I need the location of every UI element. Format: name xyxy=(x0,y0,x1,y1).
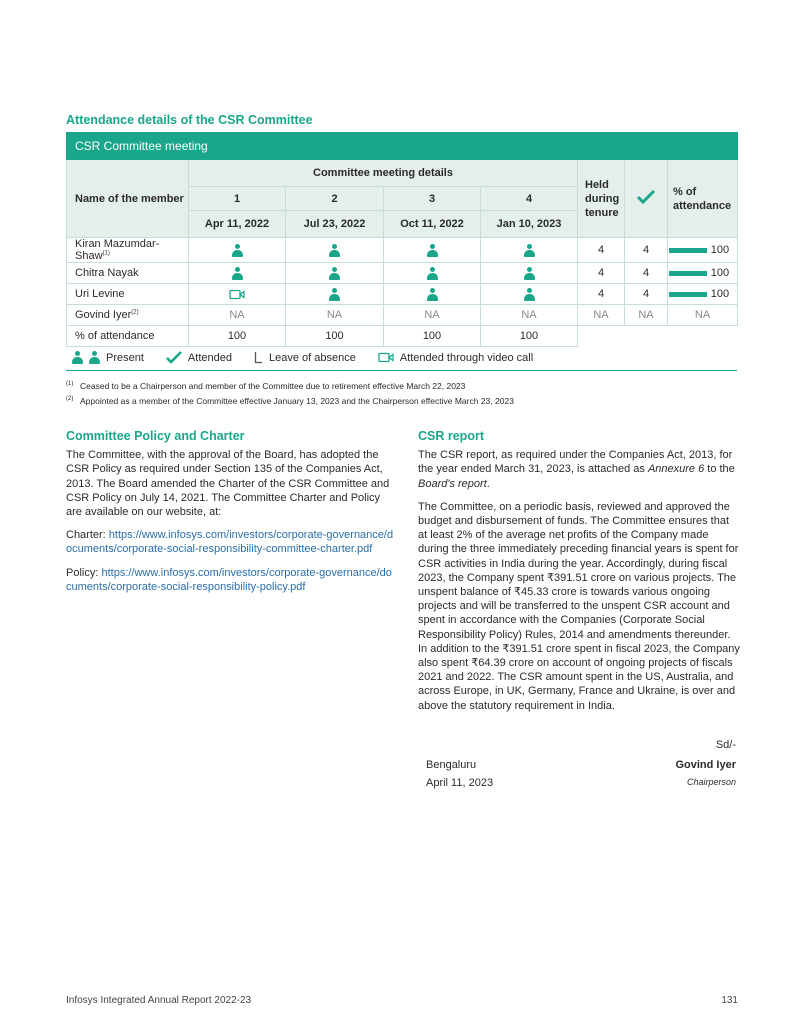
video-call-icon xyxy=(378,352,394,363)
meeting-cell xyxy=(384,238,481,263)
signature-date: April 11, 2023 xyxy=(426,777,494,789)
policy-line xyxy=(66,566,396,594)
meeting-number: 1 xyxy=(189,187,286,211)
pct-bar xyxy=(669,248,707,253)
meeting-cell xyxy=(481,238,578,263)
meeting-cell xyxy=(189,263,286,284)
charter-label: Charter: xyxy=(66,529,109,542)
text: to the xyxy=(704,463,735,476)
member-name-text: Kiran Mazumdar-Shaw xyxy=(75,238,160,262)
total-value: 100 xyxy=(481,326,578,347)
text: . xyxy=(486,477,490,490)
footnote-mark: (2) xyxy=(66,396,74,402)
board-report-ref: Board's report xyxy=(418,477,487,490)
policy-para: The Committee, with the approval of the Board, has adopted the CSR Policy as required under Section 135 of the Companies Act, 2013. The Board amended the Charter of the CSR Committee and CSR Policy on July 14, 2021. The Committee Charter and Policy are available on our website, at: xyxy=(66,449,390,519)
member-name-text: Uri Levine xyxy=(75,288,125,300)
attended-value: NA xyxy=(625,305,668,326)
meeting-number: 3 xyxy=(384,187,481,211)
person-icon xyxy=(89,351,100,364)
video-call-icon xyxy=(229,289,245,300)
meeting-date: Apr 11, 2022 xyxy=(189,211,286,238)
total-value: 100 xyxy=(189,326,286,347)
member-name xyxy=(67,263,189,284)
pct-value: 100 xyxy=(710,267,730,279)
pct-value: NA xyxy=(668,305,738,326)
held-value: NA xyxy=(578,305,625,326)
member-name xyxy=(67,305,189,326)
pct-header: % of attendance xyxy=(668,160,738,238)
legend-video-label: Attended through video call xyxy=(399,351,534,364)
meeting-number: 4 xyxy=(481,187,578,211)
charter-line xyxy=(66,528,396,556)
legend-present-label: Present xyxy=(106,351,144,364)
footnote xyxy=(66,381,514,391)
policy-title: Committee Policy and Charter xyxy=(66,429,245,443)
person-icon xyxy=(427,244,438,257)
person-icon xyxy=(427,288,438,301)
meeting-cell-na: NA xyxy=(384,305,481,326)
policy-label: Policy: xyxy=(66,566,102,579)
meeting-date: Jul 23, 2022 xyxy=(286,211,384,238)
details-header: Committee meeting details xyxy=(189,160,578,187)
name-header: Name of the member xyxy=(67,160,189,238)
signature-role: Chairperson xyxy=(686,777,736,787)
total-label: % of attendance xyxy=(67,326,189,347)
held-value: 4 xyxy=(578,263,625,284)
meeting-cell-na: NA xyxy=(189,305,286,326)
signature-name: Govind Iyer xyxy=(675,759,736,771)
signature-sd: Sd/- xyxy=(715,739,736,751)
attended-header xyxy=(625,160,668,238)
legend-attended xyxy=(166,351,232,364)
pct-bar xyxy=(669,271,707,276)
meeting-cell xyxy=(481,263,578,284)
text: The CSR report, as required under the Companies Act, 2013, for the year ended March 31, 2023, is attached as xyxy=(418,449,733,476)
table-caption: CSR Committee meeting xyxy=(67,133,738,160)
meeting-cell xyxy=(481,284,578,305)
legend-video xyxy=(378,352,533,364)
pct-cell xyxy=(668,263,738,284)
member-name-text: Govind Iyer xyxy=(75,309,132,321)
member-note: (2) xyxy=(131,309,139,316)
person-icon xyxy=(329,267,340,280)
person-icon xyxy=(329,244,340,257)
divider xyxy=(66,370,737,371)
table-row xyxy=(67,238,738,263)
policy-section xyxy=(66,429,396,603)
footnote-text: Appointed as a member of the Committee effective January 13, 2023 and the Chairperson effective March 23, 2023 xyxy=(80,396,514,406)
report-section xyxy=(418,429,740,722)
pct-value: 100 xyxy=(710,244,730,256)
held-value: 4 xyxy=(578,284,625,305)
legend-present xyxy=(72,351,144,364)
held-value: 4 xyxy=(578,238,625,263)
footnote-mark: (1) xyxy=(66,381,74,387)
charter-link[interactable]: https://www.infosys.com/investors/corporate-governance/documents/corporate-social-responsibility-committee-charter.pdf xyxy=(66,529,394,556)
meeting-cell-na: NA xyxy=(286,305,384,326)
footnotes xyxy=(66,376,514,406)
attended-value: 4 xyxy=(625,284,668,305)
footnote-text: Ceased to be a Chairperson and member of the Committee due to retirement effective March 22, 2023 xyxy=(80,381,466,391)
meeting-cell xyxy=(189,238,286,263)
annexure-ref: Annexure 6 xyxy=(647,463,705,476)
pct-cell xyxy=(668,284,738,305)
policy-link[interactable]: https://www.infosys.com/investors/corporate-governance/documents/corporate-social-responsibility-policy.pdf xyxy=(66,566,392,593)
person-icon xyxy=(72,351,83,364)
member-name-text: Chitra Nayak xyxy=(75,267,139,279)
legend-absence-label: Leave of absence xyxy=(268,351,356,364)
attended-value: 4 xyxy=(625,263,668,284)
total-value: 100 xyxy=(286,326,384,347)
meeting-cell xyxy=(286,284,384,305)
meeting-cell xyxy=(384,263,481,284)
person-icon xyxy=(232,244,243,257)
person-icon xyxy=(232,267,243,280)
table-row xyxy=(67,263,738,284)
report-para-1 xyxy=(418,448,740,491)
legend-absence xyxy=(254,351,356,364)
meeting-date: Jan 10, 2023 xyxy=(481,211,578,238)
report-para-2: The Committee, on a periodic basis, reviewed and approved the budget and disbursement of funds. The Committee ensures that at least 2% of the average net profits of the Company made during the three immediately preceding financial years is spent for CSR activities in India during the year. Accordingly, during fiscal 2023, the Company spent ₹391.51 crore on various projects. The unspent balance of ₹45.33 crore is towards various ongoing projects and will be transferred to the unspent CSR account and spent in accordance with the Companies (Corporate Social Responsibility Policy) Rules, 2014 and amendments thereunder. In addition to the ₹391.51 crore spent in fiscal 2023, the Company also spent ₹64.39 crore on account of ongoing projects of fiscals 2021 and 2022. The CSR amount spent in the US, Australia, and across Europe, in UK, Germany, France and Ukraine, is over and above the statutory requirement in India. xyxy=(418,500,740,712)
person-icon xyxy=(524,244,535,257)
person-icon xyxy=(524,288,535,301)
member-note: (1) xyxy=(102,250,110,257)
legend xyxy=(72,351,555,364)
person-icon xyxy=(329,288,340,301)
meeting-cell xyxy=(384,284,481,305)
legend-attended-label: Attended xyxy=(187,351,232,364)
report-title: CSR report xyxy=(418,429,484,443)
meeting-cell xyxy=(286,263,384,284)
section-title: Attendance details of the CSR Committee xyxy=(66,113,313,127)
check-icon xyxy=(636,189,656,205)
meeting-cell-na: NA xyxy=(481,305,578,326)
member-name xyxy=(67,284,189,305)
attended-value: 4 xyxy=(625,238,668,263)
leave-icon xyxy=(254,351,263,364)
page-number: 131 xyxy=(721,995,738,1006)
footnote xyxy=(66,396,514,406)
table-row xyxy=(67,305,738,326)
held-header: Held during tenure xyxy=(578,160,625,238)
attendance-table xyxy=(66,132,738,347)
member-name xyxy=(67,238,189,263)
pct-value: 100 xyxy=(710,288,730,300)
table-row xyxy=(67,284,738,305)
pct-cell xyxy=(668,238,738,263)
person-icon xyxy=(427,267,438,280)
meeting-number: 2 xyxy=(286,187,384,211)
pct-bar xyxy=(669,292,707,297)
check-icon xyxy=(166,351,182,364)
meeting-cell xyxy=(286,238,384,263)
footer-title: Infosys Integrated Annual Report 2022-23 xyxy=(66,995,252,1006)
signature-place: Bengaluru xyxy=(426,759,477,771)
meeting-date: Oct 11, 2022 xyxy=(384,211,481,238)
meeting-cell xyxy=(189,284,286,305)
person-icon xyxy=(524,267,535,280)
total-value: 100 xyxy=(384,326,481,347)
